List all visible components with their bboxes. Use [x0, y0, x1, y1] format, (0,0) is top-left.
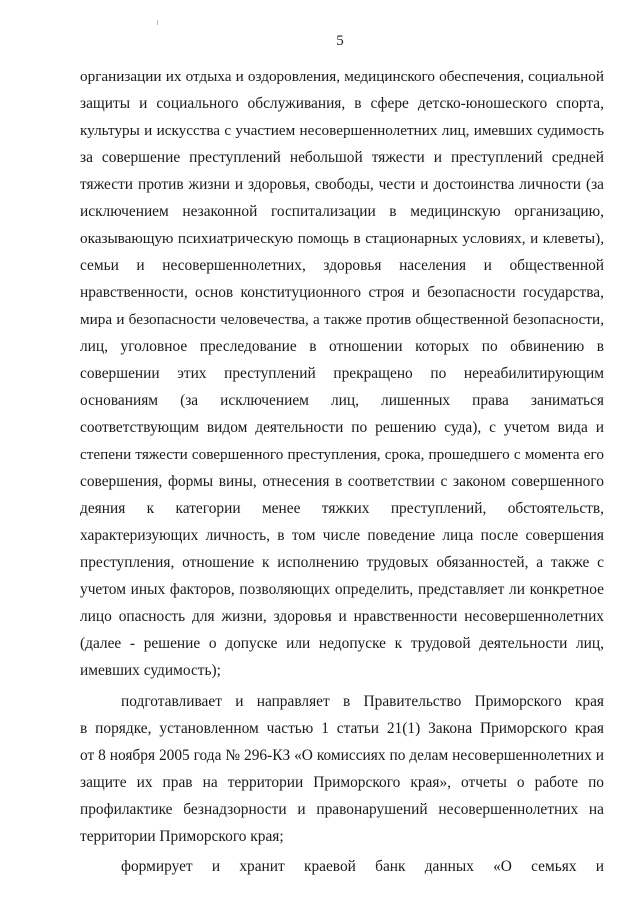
text-line: за совершение преступлений небольшой тяжести и преступлений средней: [80, 149, 604, 166]
text-line: формирует и хранит краевой банк данных «О семьях и: [121, 858, 604, 875]
text-line: (далее - решение о допуске или недопуске к трудовой деятельности лиц,: [80, 635, 604, 652]
text-line: преступления, отношение к исполнению трудовых обязанностей, а также с: [80, 554, 604, 571]
scan-mark: [157, 20, 158, 25]
text-line: лицо опасность для жизни, здоровья и нравственности несовершеннолетних: [80, 608, 604, 625]
text-line: территории Приморского края;: [80, 828, 284, 845]
text-line: совершения, формы вины, отнесения в соответствии с законом совершенного: [80, 473, 604, 490]
text-line: исключением незаконной госпитализации в медицинскую организацию,: [80, 203, 604, 220]
text-line: степени тяжести совершенного преступления, срока, прошедшего с момента его: [80, 446, 604, 463]
text-line: нравственности, основ конституционного строя и безопасности государства,: [80, 284, 604, 301]
page-number: 5: [336, 33, 344, 49]
text-line: деяния к категории менее тяжких преступлений, обстоятельств,: [80, 500, 604, 517]
text-line: защите их прав на территории Приморского края», отчеты о работе по: [80, 774, 604, 791]
text-line: тяжести против жизни и здоровья, свободы, чести и достоинства личности (за: [80, 176, 604, 193]
text-line: лиц, уголовное преследование в отношении которых по обвинению в: [80, 338, 604, 355]
text-line: защиты и социального обслуживания, в сфере детско-юношеского спорта,: [80, 95, 604, 112]
text-line: совершении этих преступлений прекращено по нереабилитирующим: [80, 365, 604, 382]
text-line: основаниям (за исключением лиц, лишенных права заниматься: [80, 392, 604, 409]
text-line: мира и безопасности человечества, а также против общественной безопасности,: [80, 311, 604, 328]
text-line: семьи и несовершеннолетних, здоровья населения и общественной: [80, 257, 604, 274]
text-line: в порядке, установленном частью 1 статьи 21(1) Закона Приморского края: [80, 720, 604, 737]
text-line: оказывающую психиатрическую помощь в стационарных условиях, и клеветы),: [80, 230, 604, 247]
text-line: учетом иных факторов, позволяющих определить, представляет ли конкретное: [80, 581, 604, 598]
text-line: культуры и искусства с участием несовершеннолетних лиц, имевших судимость: [80, 122, 604, 139]
text-line: имевших судимость);: [80, 662, 221, 679]
text-line: соответствующим видом деятельности по решению суда), с учетом вида и: [80, 419, 604, 436]
text-line: организации их отдыха и оздоровления, медицинского обеспечения, социальной: [80, 68, 604, 85]
text-line: характеризующих личность, в том числе поведение лица после совершения: [80, 527, 604, 544]
text-line: от 8 ноября 2005 года № 296-КЗ «О комиссиях по делам несовершеннолетних и: [80, 747, 604, 764]
text-line: подготавливает и направляет в Правительство Приморского края: [121, 693, 604, 710]
text-line: профилактике безнадзорности и правонарушений несовершеннолетних на: [80, 801, 604, 818]
